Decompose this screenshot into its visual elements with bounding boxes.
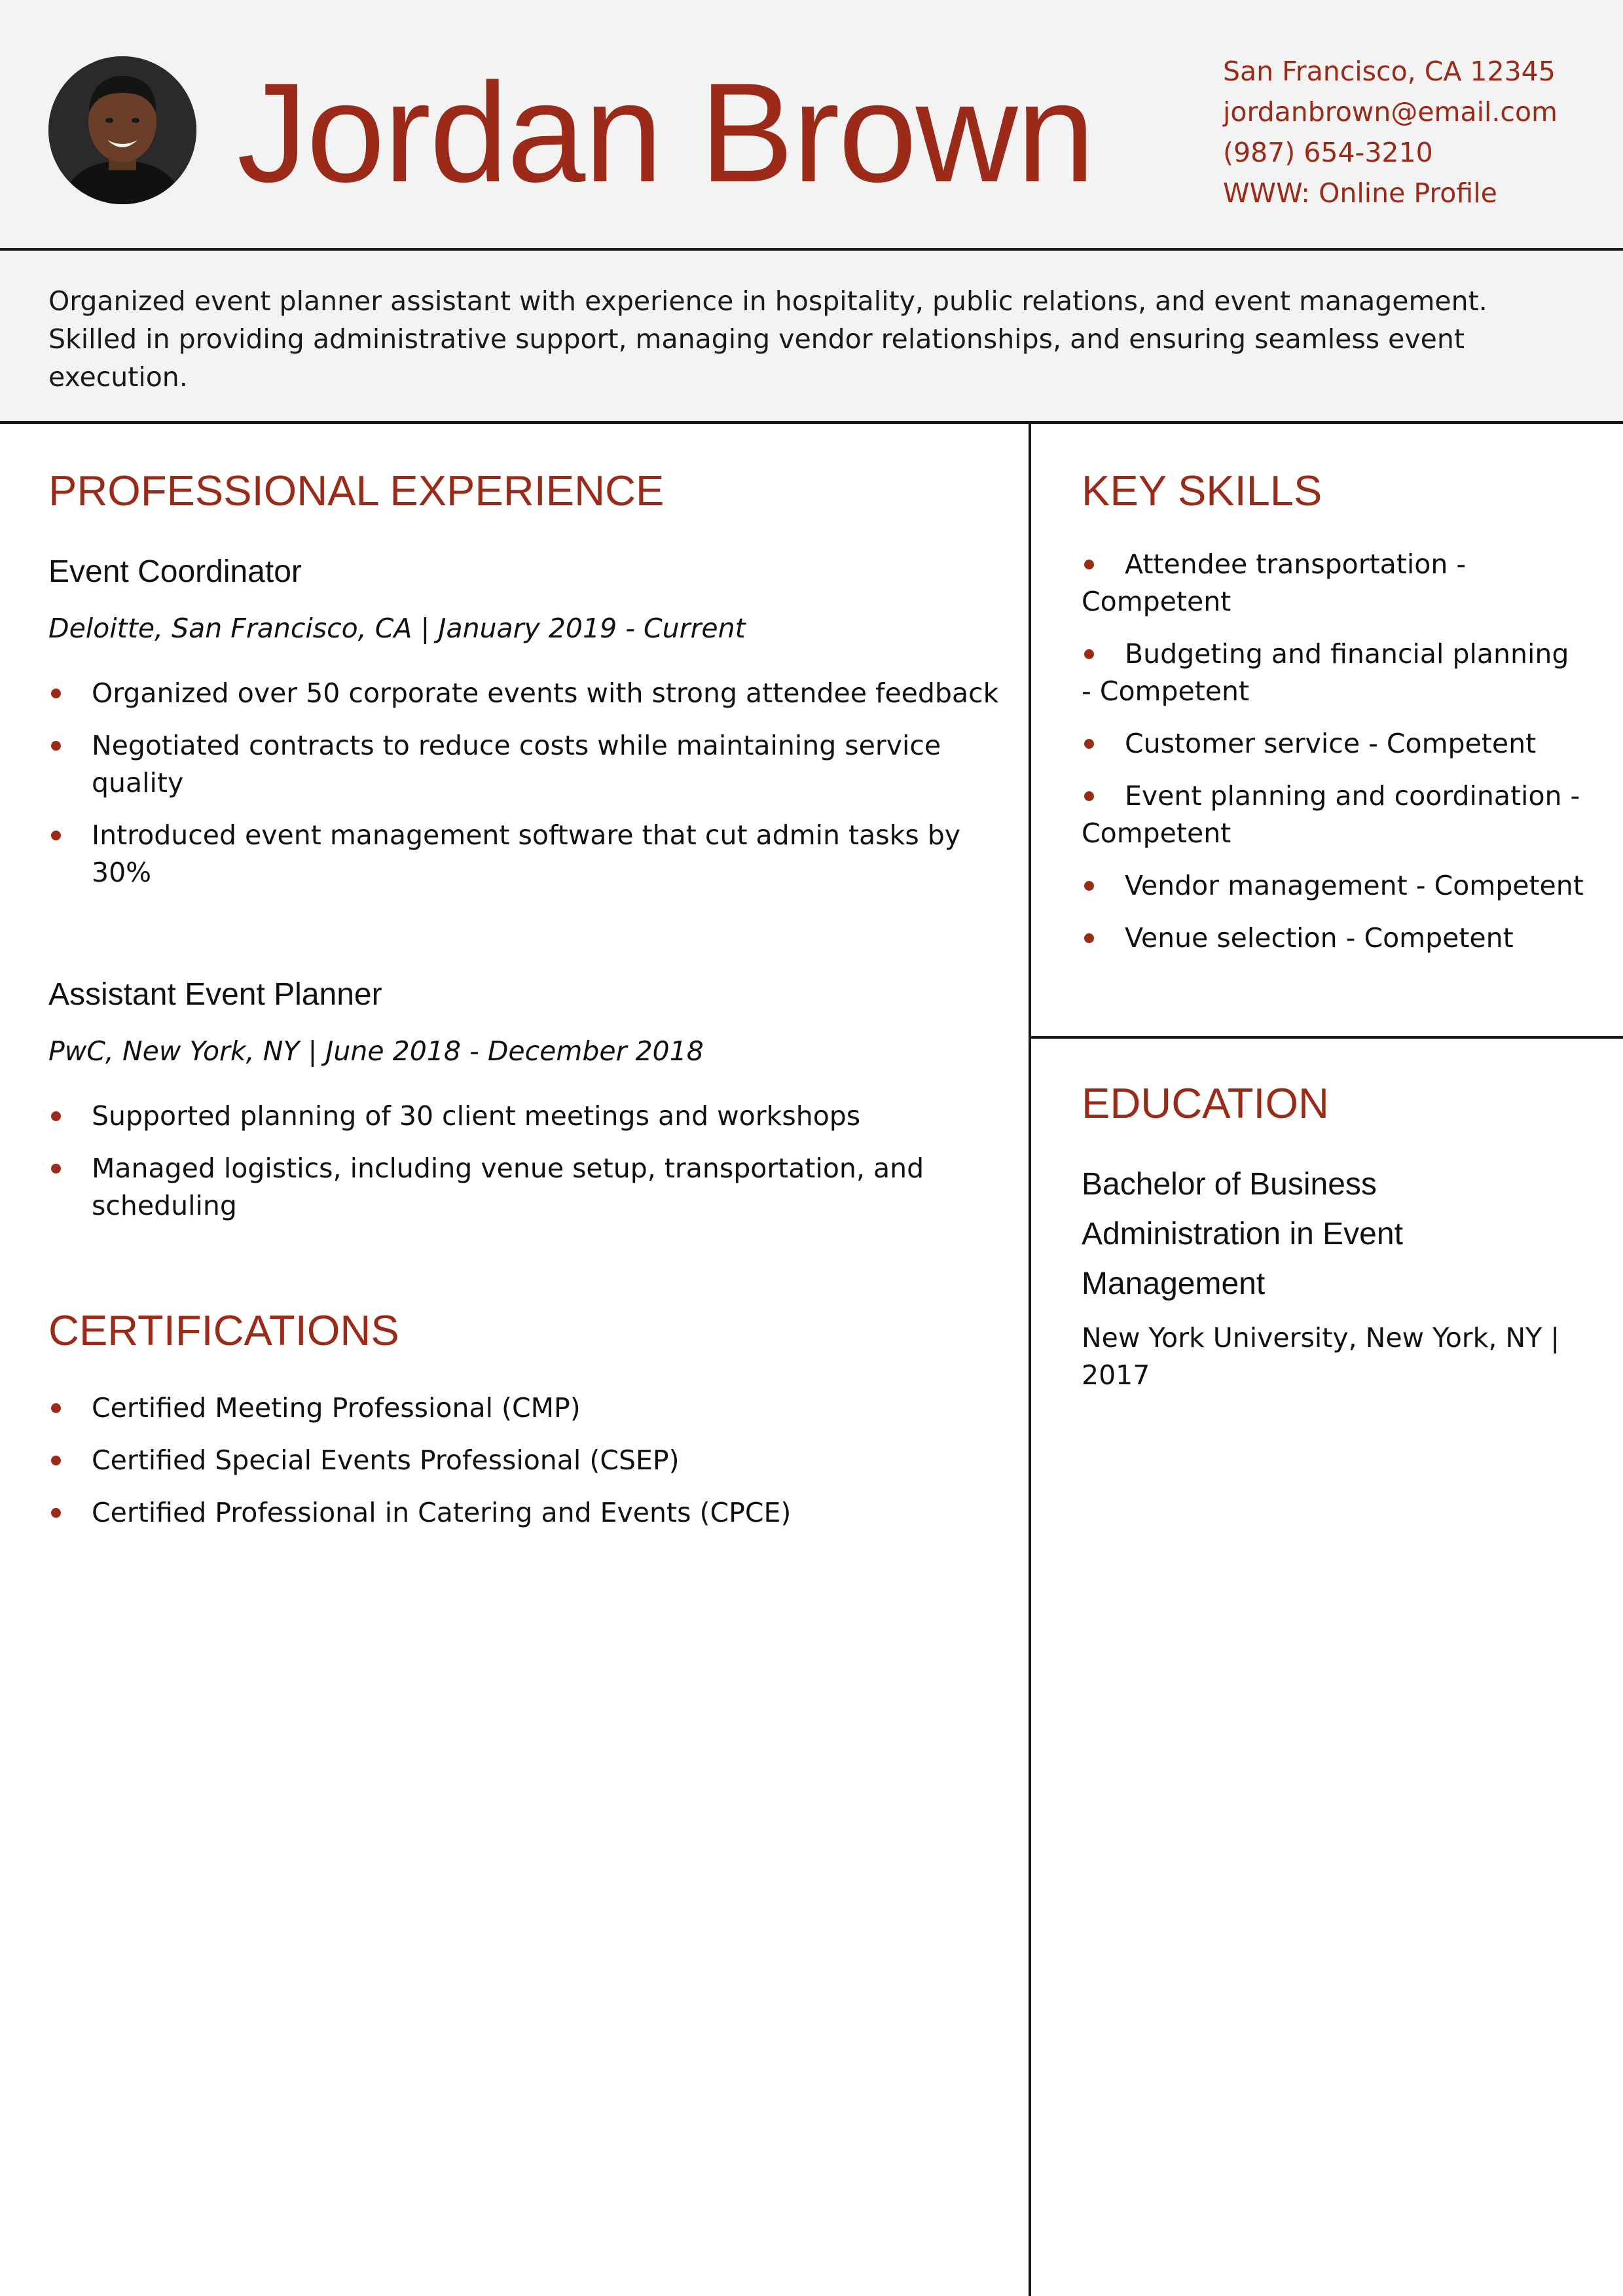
contact-info xyxy=(1223,51,1558,213)
job-title: Assistant Event Planner xyxy=(48,977,382,1012)
list-item: Vendor management - Competent xyxy=(1082,867,1586,905)
education-school: New York University, New York, NY | 2017 xyxy=(1082,1322,1560,1391)
contact-email[interactable]: jordanbrown@email.com xyxy=(1223,96,1558,128)
list-item: Introduced event management software that cut admin tasks by 30% xyxy=(48,817,1004,891)
list-item: Organized over 50 corporate events with strong attendee feedback xyxy=(48,675,1004,712)
education-degree: Bachelor of Business Administration in Event Management xyxy=(1082,1167,1403,1301)
column-divider xyxy=(1029,424,1031,2296)
contact-phone[interactable]: (987) 654-3210 xyxy=(1223,137,1433,168)
list-item: Budgeting and financial planning - Competent xyxy=(1082,636,1586,710)
candidate-name: Jordan Brown xyxy=(237,53,1094,211)
list-item: Certified Professional in Catering and Events (CPCE) xyxy=(48,1494,1004,1532)
skills-list xyxy=(1082,546,1586,957)
contact-website[interactable]: WWW: Online Profile xyxy=(1223,177,1497,209)
contact-location: San Francisco, CA 12345 xyxy=(1223,56,1556,87)
job-title: Event Coordinator xyxy=(48,554,302,589)
list-item: Attendee transportation - Competent xyxy=(1082,546,1586,620)
job-meta: PwC, New York, NY | June 2018 - December 2018 xyxy=(48,1035,704,1067)
job-meta: Deloitte, San Francisco, CA | January 2019 - Current xyxy=(48,613,746,644)
list-item: Certified Meeting Professional (CMP) xyxy=(48,1390,1004,1427)
list-item: Managed logistics, including venue setup, transportation, and scheduling xyxy=(48,1150,1004,1225)
summary-text: Organized event planner assistant with experience in hospitality, public relations, and event management. Skilled in providing administrative support, managing vendor relationships, and ensuring seamless event execution. xyxy=(48,285,1487,393)
list-item: Negotiated contracts to reduce costs while maintaining service quality xyxy=(48,727,1004,802)
list-item: Supported planning of 30 client meetings and workshops xyxy=(48,1098,1004,1135)
list-item: Certified Special Events Professional (CSEP) xyxy=(48,1442,1004,1479)
job-bullets xyxy=(48,675,1004,891)
job-bullets xyxy=(48,1098,1004,1225)
certifications-heading: CERTIFICATIONS xyxy=(48,1306,399,1354)
skills-heading: KEY SKILLS xyxy=(1082,467,1322,514)
avatar-illustration xyxy=(48,56,196,204)
list-item: Event planning and coordination - Competent xyxy=(1082,778,1586,852)
education-heading: EDUCATION xyxy=(1082,1079,1329,1127)
resume-header xyxy=(0,0,1623,251)
person-photo-icon xyxy=(48,56,196,204)
summary-section xyxy=(0,251,1623,424)
list-item: Customer service - Competent xyxy=(1082,725,1586,762)
experience-heading: PROFESSIONAL EXPERIENCE xyxy=(48,467,665,514)
list-item: Venue selection - Competent xyxy=(1082,920,1586,957)
certifications-list xyxy=(48,1390,1004,1532)
right-section-divider xyxy=(1030,1036,1623,1039)
